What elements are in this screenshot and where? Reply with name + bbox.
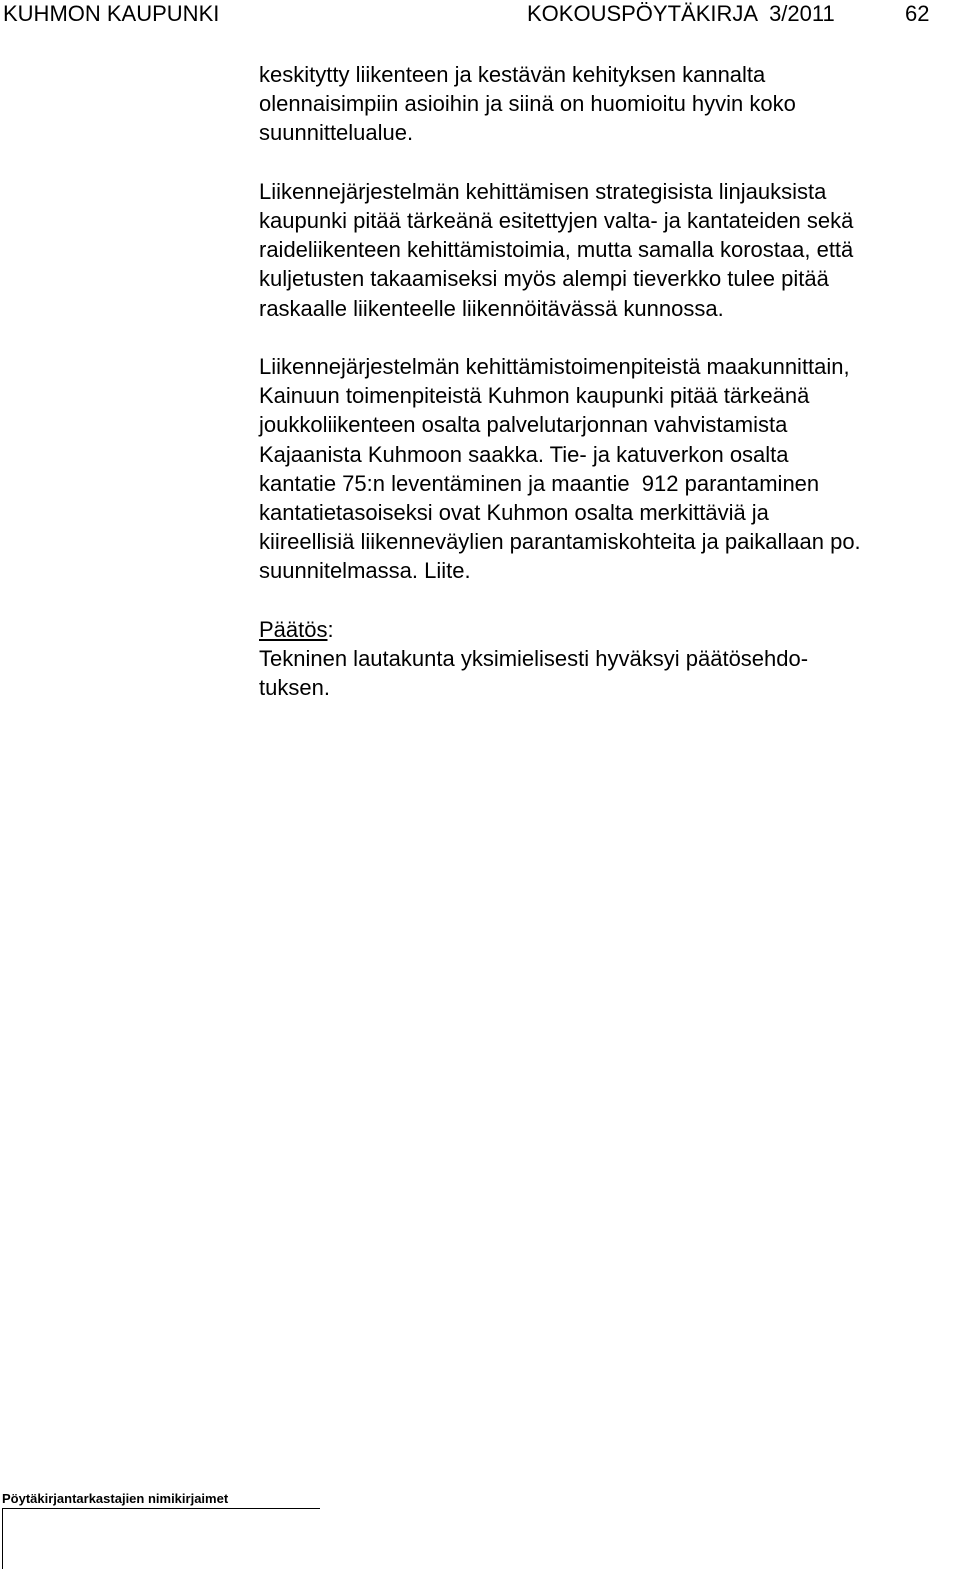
text-line: Kainuun toimenpiteistä Kuhmon kaupunki pitää tärkeänä	[259, 383, 810, 409]
text-line: joukkoliikenteen osalta palvelutarjonnan vahvistamista	[259, 412, 788, 438]
text-line: Liikennejärjestelmän kehittämisen strategisista linjauksista	[259, 178, 827, 204]
paragraph-measures	[259, 352, 959, 586]
decision-heading: Päätös	[259, 616, 328, 642]
document-body	[259, 60, 959, 732]
organization-name: KUHMON KAUPUNKI	[3, 1, 220, 26]
text-line: tuksen.	[259, 675, 330, 701]
text-line: suunnitelmassa. Liite.	[259, 558, 471, 584]
text-line: kantatietasoiseksi ovat Kuhmon osalta merkittäviä ja	[259, 500, 769, 526]
text-line: keskitytty liikenteen ja kestävän kehityksen kannalta	[259, 62, 766, 87]
decision-colon: :	[327, 616, 334, 642]
text-line: kantatie 75:n leventäminen ja maantie 912 parantaminen	[259, 470, 820, 496]
text-line: kaupunki pitää tärkeänä esitettyjen valta- ja kantateiden sekä	[259, 208, 854, 233]
decision-section	[259, 615, 959, 703]
decision-heading-line	[259, 615, 959, 644]
text-line: raskaalle liikenteelle liikennöitävässä kunnossa.	[259, 295, 724, 321]
text-line: suunnittelualue.	[259, 120, 414, 146]
text-line: kiireellisiä liikenneväylien parantamiskohteita ja paikallaan po.	[259, 529, 861, 555]
document-title: KOKOUSPÖYTÄKIRJA 3/2011	[527, 1, 835, 26]
signature-box-edge	[2, 1509, 3, 1569]
page-header	[0, 0, 960, 30]
signature-label: Pöytäkirjantarkastajien nimikirjaimet	[2, 1491, 229, 1506]
text-line: Kajaanista Kuhmoon saakka. Tie- ja katuverkon osalta	[259, 441, 789, 467]
text-line: Liikennejärjestelmän kehittämistoimenpiteistä maakunnittain,	[259, 354, 850, 379]
page-number: 62	[905, 1, 930, 26]
text-line: kuljetusten takaamiseksi myös alempi tieverkko tulee pitää	[259, 266, 829, 292]
text-line: Tekninen lautakunta yksimielisesti hyväksyi päätösehdo-	[259, 646, 809, 672]
paragraph-strategy	[259, 177, 959, 323]
paragraph-summary	[259, 60, 959, 148]
text-line: raideliikenteen kehittämistoimia, mutta samalla korostaa, että	[259, 237, 854, 263]
text-line: olennaisimpiin asioihin ja siinä on huomioitu hyvin koko	[259, 91, 796, 117]
signature-footer	[2, 1491, 320, 1509]
signature-rule	[2, 1508, 320, 1509]
